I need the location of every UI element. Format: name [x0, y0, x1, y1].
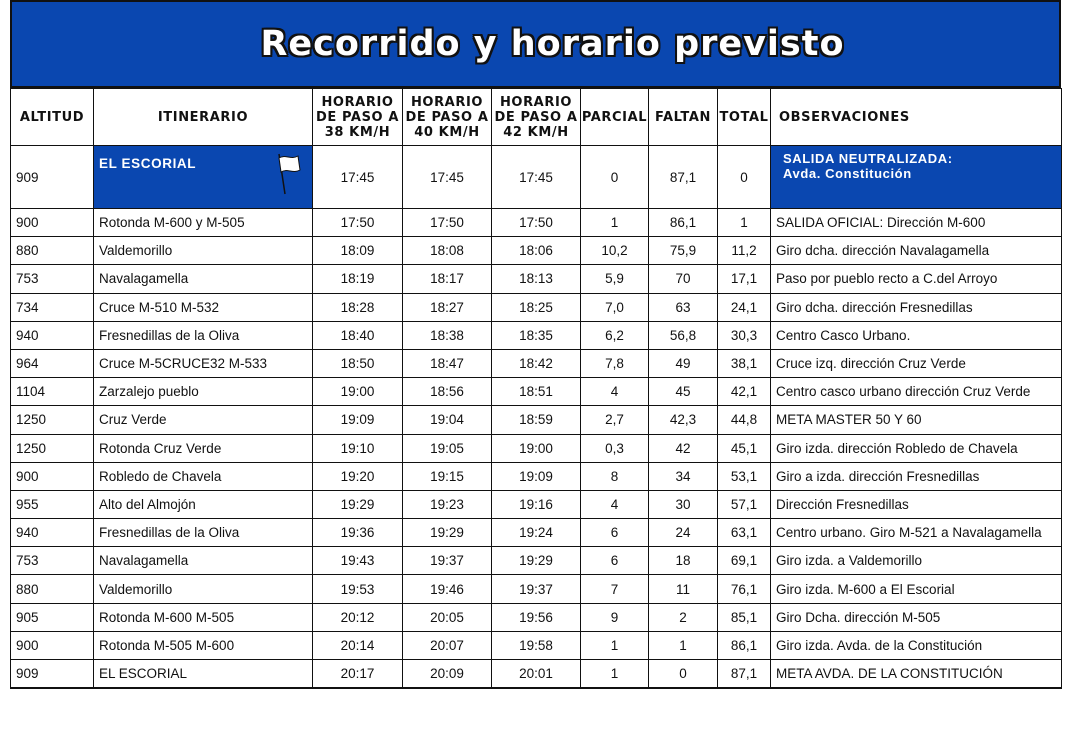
cell-altitud: 1250 [11, 406, 94, 434]
cell-obs: SALIDA OFICIAL: Dirección M-600 [771, 209, 1062, 237]
cell-h40: 19:05 [403, 434, 492, 462]
cell-obs: Giro dcha. dirección Fresnedillas [771, 293, 1062, 321]
cell-altitud: 880 [11, 575, 94, 603]
cell-h38: 18:19 [313, 265, 403, 293]
cell-h42: 19:58 [492, 631, 581, 659]
cell-parcial: 6,2 [581, 321, 649, 349]
route-schedule [10, 0, 1061, 689]
cell-parcial: 7,0 [581, 293, 649, 321]
cell-observaciones-start: SALIDA NEUTRALIZADA: Avda. Constitución [771, 146, 1062, 209]
cell-obs: Giro izda. dirección Robledo de Chavela [771, 434, 1062, 462]
table-row [11, 406, 1062, 434]
cell-faltan: 42 [649, 434, 718, 462]
cell-h42: 20:01 [492, 660, 581, 689]
table-row [11, 603, 1062, 631]
cell-h42: 18:59 [492, 406, 581, 434]
cell-itinerario: Alto del Almojón [94, 490, 313, 518]
cell-faltan: 70 [649, 265, 718, 293]
cell-altitud: 900 [11, 631, 94, 659]
cell-h38: 19:36 [313, 519, 403, 547]
cell-altitud: 900 [11, 462, 94, 490]
cell-altitud: 900 [11, 209, 94, 237]
cell-h40: 20:05 [403, 603, 492, 631]
cell-parcial: 4 [581, 490, 649, 518]
cell-faltan: 2 [649, 603, 718, 631]
col-header-faltan: FALTAN [649, 89, 718, 146]
cell-faltan: 1 [649, 631, 718, 659]
cell-h38: 19:09 [313, 406, 403, 434]
start-location: EL ESCORIAL [99, 155, 197, 171]
cell-itinerario: Fresnedillas de la Oliva [94, 519, 313, 547]
flag-icon [276, 152, 302, 199]
table-row [11, 462, 1062, 490]
cell-parcial: 0,3 [581, 434, 649, 462]
cell-h42: 19:56 [492, 603, 581, 631]
cell-parcial: 7 [581, 575, 649, 603]
cell-altitud: 940 [11, 519, 94, 547]
cell-h38: 19:43 [313, 547, 403, 575]
cell-parcial: 6 [581, 547, 649, 575]
cell-h40: 20:07 [403, 631, 492, 659]
cell-total: 24,1 [718, 293, 771, 321]
cell-parcial: 9 [581, 603, 649, 631]
cell-obs: Giro Dcha. dirección M-505 [771, 603, 1062, 631]
cell-altitud: 909 [11, 146, 94, 209]
cell-h40: 18:47 [403, 349, 492, 377]
cell-parcial: 6 [581, 519, 649, 547]
cell-h40: 19:29 [403, 519, 492, 547]
cell-parcial: 5,9 [581, 265, 649, 293]
cell-itinerario: Valdemorillo [94, 237, 313, 265]
cell-parcial: 1 [581, 209, 649, 237]
cell-h38: 17:50 [313, 209, 403, 237]
col-header-h42: HORARIO DE PASO A 42 KM/H [492, 89, 581, 146]
cell-obs: Centro urbano. Giro M-521 a Navalagamella [771, 519, 1062, 547]
cell-total: 76,1 [718, 575, 771, 603]
col-header-h40: HORARIO DE PASO A 40 KM/H [403, 89, 492, 146]
cell-altitud: 909 [11, 660, 94, 689]
cell-parcial: 2,7 [581, 406, 649, 434]
cell-h40: 19:23 [403, 490, 492, 518]
cell-faltan: 63 [649, 293, 718, 321]
cell-total: 42,1 [718, 378, 771, 406]
table-row [11, 321, 1062, 349]
cell-h42: 19:09 [492, 462, 581, 490]
cell-h40: 18:08 [403, 237, 492, 265]
cell-itinerario: Navalagamella [94, 265, 313, 293]
cell-obs: Giro izda. Avda. de la Constitución [771, 631, 1062, 659]
cell-h40: 19:37 [403, 547, 492, 575]
cell-total: 86,1 [718, 631, 771, 659]
cell-itinerario: Rotonda Cruz Verde [94, 434, 313, 462]
cell-total: 63,1 [718, 519, 771, 547]
cell-parcial: 1 [581, 660, 649, 689]
cell-h42: 19:00 [492, 434, 581, 462]
cell-h38: 18:40 [313, 321, 403, 349]
cell-obs: Centro casco urbano dirección Cruz Verde [771, 378, 1062, 406]
col-header-itinerario: ITINERARIO [94, 89, 313, 146]
cell-h42: 18:13 [492, 265, 581, 293]
cell-obs: Giro a izda. dirección Fresnedillas [771, 462, 1062, 490]
table-row [11, 434, 1062, 462]
col-header-h38: HORARIO DE PASO A 38 KM/H [313, 89, 403, 146]
cell-h42: 19:37 [492, 575, 581, 603]
cell-h42: 18:25 [492, 293, 581, 321]
cell-parcial: 1 [581, 631, 649, 659]
cell-total: 85,1 [718, 603, 771, 631]
cell-obs: Giro dcha. dirección Navalagamella [771, 237, 1062, 265]
cell-parcial: 8 [581, 462, 649, 490]
cell-faltan: 75,9 [649, 237, 718, 265]
table-row [11, 293, 1062, 321]
cell-total: 69,1 [718, 547, 771, 575]
cell-faltan: 34 [649, 462, 718, 490]
cell-altitud: 905 [11, 603, 94, 631]
cell-obs: Giro izda. a Valdemorillo [771, 547, 1062, 575]
cell-h42: 18:42 [492, 349, 581, 377]
col-header-altitud: ALTITUD [11, 89, 94, 146]
cell-faltan: 30 [649, 490, 718, 518]
cell-itinerario: Valdemorillo [94, 575, 313, 603]
cell-h42: 19:24 [492, 519, 581, 547]
table-row [11, 490, 1062, 518]
cell-total: 38,1 [718, 349, 771, 377]
cell-itinerario: Fresnedillas de la Oliva [94, 321, 313, 349]
table-row [11, 209, 1062, 237]
cell-h42: 18:51 [492, 378, 581, 406]
cell-h38: 18:28 [313, 293, 403, 321]
cell-total: 0 [718, 146, 771, 209]
cell-total: 11,2 [718, 237, 771, 265]
page-title: Recorrido y horario previsto [260, 24, 845, 64]
cell-h40: 20:09 [403, 660, 492, 689]
cell-total: 17,1 [718, 265, 771, 293]
cell-h40: 18:27 [403, 293, 492, 321]
cell-altitud: 1104 [11, 378, 94, 406]
cell-obs: META AVDA. DE LA CONSTITUCIÓN [771, 660, 1062, 689]
cell-total: 53,1 [718, 462, 771, 490]
cell-altitud: 955 [11, 490, 94, 518]
table-row [11, 547, 1062, 575]
cell-altitud: 940 [11, 321, 94, 349]
cell-h40: 19:46 [403, 575, 492, 603]
cell-total: 44,8 [718, 406, 771, 434]
cell-altitud: 753 [11, 265, 94, 293]
cell-altitud: 753 [11, 547, 94, 575]
cell-h42: 17:50 [492, 209, 581, 237]
cell-itinerario: Cruce M-5CRUCE32 M-533 [94, 349, 313, 377]
col-header-observaciones: OBSERVACIONES [771, 89, 1062, 146]
cell-h40: 18:17 [403, 265, 492, 293]
cell-parcial: 4 [581, 378, 649, 406]
cell-h38: 19:20 [313, 462, 403, 490]
cell-faltan: 11 [649, 575, 718, 603]
cell-parcial: 0 [581, 146, 649, 209]
cell-h40: 18:56 [403, 378, 492, 406]
cell-h42: 18:06 [492, 237, 581, 265]
cell-itinerario: Rotonda M-505 M-600 [94, 631, 313, 659]
cell-itinerario-start [94, 146, 313, 209]
cell-faltan: 42,3 [649, 406, 718, 434]
cell-h38: 20:12 [313, 603, 403, 631]
cell-itinerario: Robledo de Chavela [94, 462, 313, 490]
cell-obs: Giro izda. M-600 a El Escorial [771, 575, 1062, 603]
cell-total: 45,1 [718, 434, 771, 462]
cell-parcial: 10,2 [581, 237, 649, 265]
cell-total: 1 [718, 209, 771, 237]
col-header-parcial: PARCIAL [581, 89, 649, 146]
cell-h40: 19:15 [403, 462, 492, 490]
table-row [11, 519, 1062, 547]
table-row [11, 378, 1062, 406]
cell-faltan: 87,1 [649, 146, 718, 209]
cell-h40: 17:45 [403, 146, 492, 209]
cell-faltan: 0 [649, 660, 718, 689]
cell-total: 87,1 [718, 660, 771, 689]
cell-h38: 19:29 [313, 490, 403, 518]
cell-obs: Paso por pueblo recto a C.del Arroyo [771, 265, 1062, 293]
cell-faltan: 18 [649, 547, 718, 575]
cell-obs: META MASTER 50 Y 60 [771, 406, 1062, 434]
cell-h42: 17:45 [492, 146, 581, 209]
cell-h38: 19:53 [313, 575, 403, 603]
cell-h38: 18:09 [313, 237, 403, 265]
cell-faltan: 86,1 [649, 209, 718, 237]
table-row [11, 660, 1062, 689]
cell-parcial: 7,8 [581, 349, 649, 377]
cell-obs: Cruce izq. dirección Cruz Verde [771, 349, 1062, 377]
start-row [11, 146, 1062, 209]
schedule-table [10, 88, 1062, 689]
header-row [11, 89, 1062, 146]
cell-obs: Centro Casco Urbano. [771, 321, 1062, 349]
cell-itinerario: Cruce M-510 M-532 [94, 293, 313, 321]
cell-altitud: 964 [11, 349, 94, 377]
col-header-total: TOTAL [718, 89, 771, 146]
cell-h38: 20:14 [313, 631, 403, 659]
cell-h38: 18:50 [313, 349, 403, 377]
cell-itinerario: Cruz Verde [94, 406, 313, 434]
cell-h38: 19:00 [313, 378, 403, 406]
table-row [11, 265, 1062, 293]
cell-altitud: 734 [11, 293, 94, 321]
cell-h42: 18:35 [492, 321, 581, 349]
table-row [11, 349, 1062, 377]
cell-itinerario: EL ESCORIAL [94, 660, 313, 689]
cell-total: 30,3 [718, 321, 771, 349]
cell-faltan: 45 [649, 378, 718, 406]
cell-itinerario: Zarzalejo pueblo [94, 378, 313, 406]
cell-altitud: 880 [11, 237, 94, 265]
cell-h38: 20:17 [313, 660, 403, 689]
cell-h38: 19:10 [313, 434, 403, 462]
cell-itinerario: Rotonda M-600 y M-505 [94, 209, 313, 237]
cell-h40: 19:04 [403, 406, 492, 434]
cell-h42: 19:16 [492, 490, 581, 518]
cell-faltan: 56,8 [649, 321, 718, 349]
cell-h42: 19:29 [492, 547, 581, 575]
table-row [11, 631, 1062, 659]
cell-altitud: 1250 [11, 434, 94, 462]
cell-total: 57,1 [718, 490, 771, 518]
table-row [11, 237, 1062, 265]
cell-obs: Dirección Fresnedillas [771, 490, 1062, 518]
cell-faltan: 24 [649, 519, 718, 547]
table-row [11, 575, 1062, 603]
cell-faltan: 49 [649, 349, 718, 377]
cell-h40: 17:50 [403, 209, 492, 237]
cell-h38: 17:45 [313, 146, 403, 209]
cell-h40: 18:38 [403, 321, 492, 349]
cell-itinerario: Navalagamella [94, 547, 313, 575]
cell-itinerario: Rotonda M-600 M-505 [94, 603, 313, 631]
title-banner [10, 0, 1061, 88]
